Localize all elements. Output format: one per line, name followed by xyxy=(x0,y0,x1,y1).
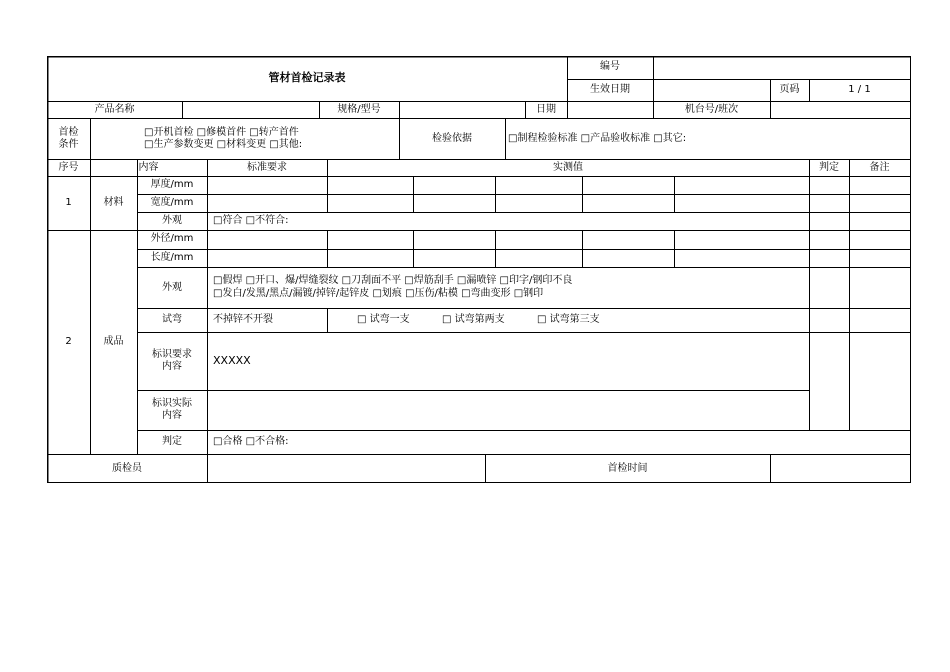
date-label: 日期 xyxy=(536,104,556,115)
col-content: 内容 xyxy=(138,162,159,173)
product-seq: 2 xyxy=(65,336,72,347)
effective-date-label: 生效日期 xyxy=(590,84,630,95)
product-length-label: 长度/mm xyxy=(150,252,194,263)
basis-label: 检验依据 xyxy=(432,133,472,144)
col-measured: 实测值 xyxy=(553,162,583,173)
col-seq: 序号 xyxy=(58,162,79,173)
product-appearance-line1: □假焊 □开口、爆/焊缝裂纹 □刀刮面不平 □焊筋刮手 □漏喷锌 □印字/钢印不良 xyxy=(213,275,573,286)
spec-label: 规格/型号 xyxy=(337,104,381,115)
condition-label-line2: 条件 xyxy=(58,139,79,150)
col-remark: 备注 xyxy=(869,162,890,173)
col-standard: 标准要求 xyxy=(247,162,287,173)
page-label: 页码 xyxy=(779,84,800,95)
mark-required-label-line2: 内容 xyxy=(162,361,182,372)
condition-options-line2: □生产参数变更 □材料变更 □其他: xyxy=(144,139,303,150)
form-title: 管材首检记录表 xyxy=(268,71,346,84)
condition-options-line1: □开机首检 □修模首件 □转产首件 xyxy=(144,127,299,138)
bend-option-1: □ 试弯一支 xyxy=(357,314,410,325)
material-width-label: 宽度/mm xyxy=(150,197,194,208)
page-value: 1 / 1 xyxy=(848,84,871,95)
serial-label: 编号 xyxy=(600,61,620,72)
product-name: 成品 xyxy=(103,336,124,347)
mark-actual-label-line2: 内容 xyxy=(162,410,182,421)
inspection-time-label: 首检时间 xyxy=(607,463,648,474)
product-judgement-std: □合格 □不合格: xyxy=(213,436,289,447)
bend-option-2: □ 试弯第两支 xyxy=(442,314,505,325)
mark-required-value: XXXXX xyxy=(213,354,251,367)
material-name: 材料 xyxy=(103,197,124,208)
material-thickness-label: 厚度/mm xyxy=(150,179,194,190)
material-seq: 1 xyxy=(65,197,72,208)
product-outer-diameter-label: 外径/mm xyxy=(150,233,194,244)
condition-label-line1: 首检 xyxy=(58,127,79,138)
inspection-form xyxy=(47,56,911,483)
mark-actual-label-line1: 标识实际 xyxy=(152,398,192,409)
material-appearance-label: 外观 xyxy=(162,215,182,226)
product-appearance-line2: □发白/发黑/黑点/漏镀/掉锌/起锌皮 □划痕 □压伤/粘模 □弯曲变形 □钢印 xyxy=(213,288,544,299)
product-judgement-label: 判定 xyxy=(162,436,182,447)
product-name-label: 产品名称 xyxy=(94,104,135,115)
col-judge: 判定 xyxy=(819,162,839,173)
mark-required-label-line1: 标识要求 xyxy=(152,349,192,360)
bend-test-label: 试弯 xyxy=(162,314,182,325)
inspector-label: 质检员 xyxy=(112,463,142,474)
machine-shift-label: 机台号/班次 xyxy=(684,104,739,115)
bend-standard: 不掉锌不开裂 xyxy=(213,314,273,325)
product-appearance-label: 外观 xyxy=(162,282,182,293)
bend-option-3: □ 试弯第三支 xyxy=(537,314,600,325)
material-appearance-std: □符合 □不符合: xyxy=(213,215,289,226)
basis-options: □制程检验标准 □产品验收标准 □其它: xyxy=(508,133,687,144)
